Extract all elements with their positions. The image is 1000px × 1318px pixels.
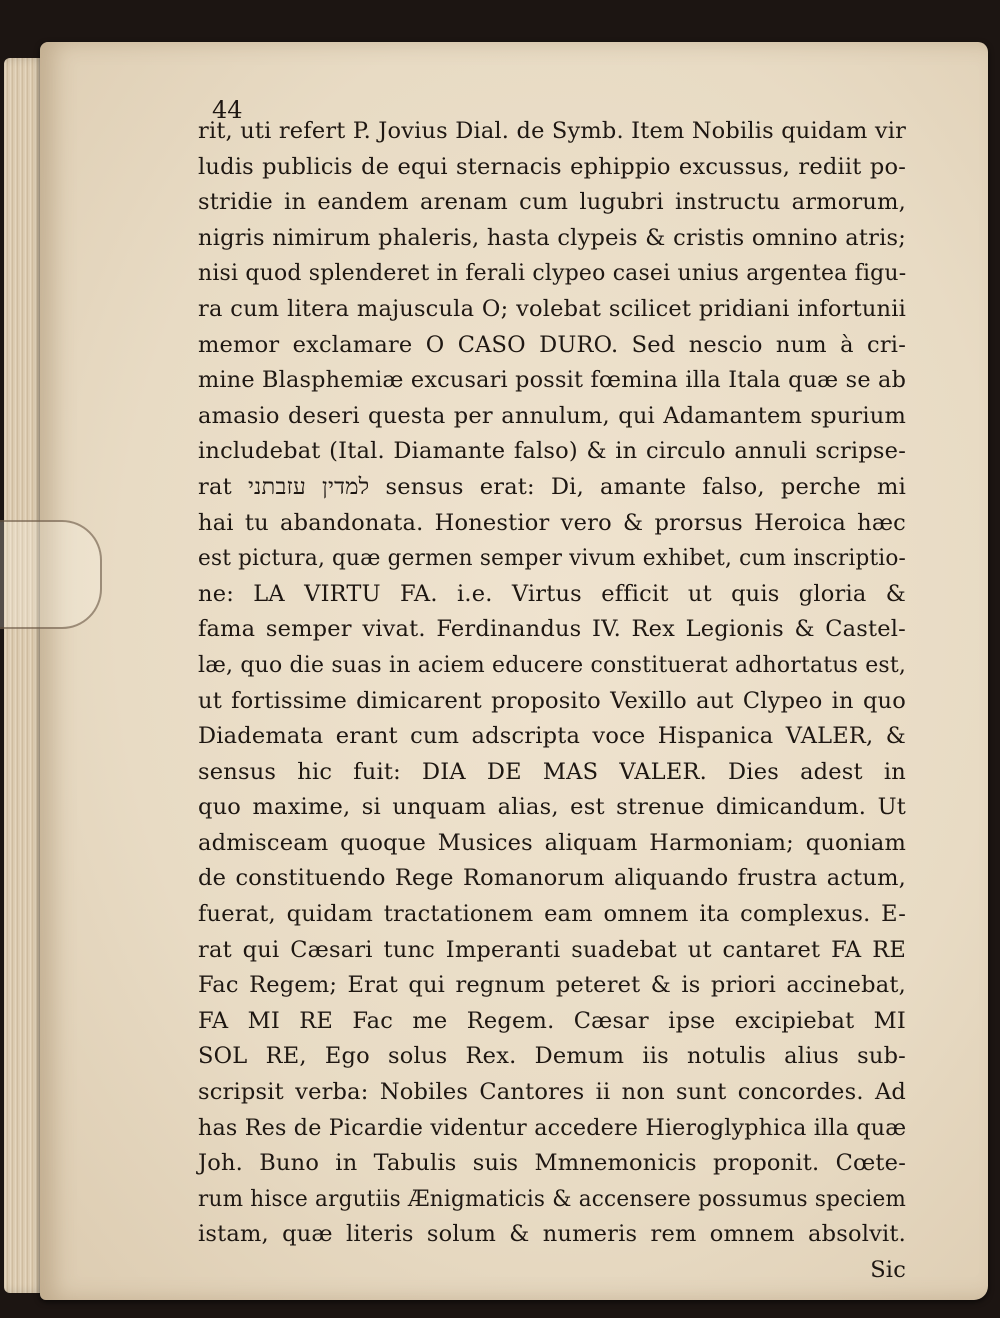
text-line: has Res de Picardie videntur accedere Hieroglyphica illa quæ xyxy=(198,1114,907,1141)
text-line: mine Blasphemiæ excusari possit fœmina illa Itala quæ se ab xyxy=(198,367,907,394)
text-line: nisi quod splenderet in ferali clypeo casei unius argentea figu- xyxy=(198,260,907,287)
text-line: FA MI RE Fac me Regem. Cæsar ipse excipiebat MI xyxy=(198,1007,906,1034)
text-line: amasio deseri questa per annulum, qui Adamantem spurium xyxy=(198,402,906,429)
text-line: stridie in eandem arenam cum lugubri instructu armorum, xyxy=(198,189,906,216)
catchword: Sic xyxy=(870,1257,906,1283)
text-line: Diademata erant cum adscripta voce Hispanica VALER, & xyxy=(198,723,906,750)
text-line: fama semper vivat. Ferdinandus IV. Rex Legionis & Castel- xyxy=(198,616,906,643)
text-line: hai tu abandonata. Honestior vero & prorsus Heroica hæc xyxy=(198,509,906,536)
text-line: ra cum litera majuscula O; volebat scilicet pridiani infortunii xyxy=(198,295,906,322)
text-line: includebat (Ital. Diamante falso) & in circulo annuli scripse- xyxy=(198,438,906,465)
text-line: de constituendo Rege Romanorum aliquando frustra actum, xyxy=(198,865,906,892)
text-line: est pictura, quæ germen semper vivum exhibet, cum inscriptio- xyxy=(198,545,907,572)
text-line: ut fortissime dimicarent proposito Vexillo aut Clypeo in quo xyxy=(198,687,906,714)
text-line: ne: LA VIRTU FA. i.e. Virtus efficit ut quis gloria & xyxy=(198,580,906,607)
page-clip xyxy=(0,520,102,629)
text-line: nigris nimirum phaleris, hasta clypeis & cristis omnino atris; xyxy=(198,224,906,251)
text-line: fuerat, quidam tractationem eam omnem ita complexus. E- xyxy=(198,901,906,928)
text-line: scripsit verba: Nobiles Cantores ii non sunt concordes. Ad xyxy=(198,1079,906,1106)
text-line: admisceam quoque Musices aliquam Harmoniam; quoniam xyxy=(198,829,906,856)
text-line: SOL RE, Ego solus Rex. Demum iis notulis alius sub- xyxy=(198,1043,906,1070)
text-block xyxy=(198,114,906,1289)
text-line: istam, quæ literis solum & numeris rem omnem absolvit. xyxy=(198,1221,906,1248)
text-line: læ, quo die suas in aciem educere constituerat adhortatus est, xyxy=(198,651,907,678)
page-number: 44 xyxy=(212,96,243,124)
text-line: ludis publicis de equi sternacis ephippio excussus, rediit po- xyxy=(198,153,906,180)
text-line: rit, uti refert P. Jovius Dial. de Symb. Item Nobilis quidam vir xyxy=(198,118,907,144)
text-line: quo maxime, si unquam alias, est strenue dimicandum. Ut xyxy=(198,794,906,821)
text-line: rat qui Cæsari tunc Imperanti suadebat ut cantaret FA RE xyxy=(198,936,906,963)
text-line: rat למדין עזבתני sensus erat: Di, amante falso, perche mi xyxy=(198,473,906,500)
text-line: memor exclamare O CASO DURO. Sed nescio num à cri- xyxy=(198,331,906,358)
text-line: sensus hic fuit: DIA DE MAS VALER. Dies adest in xyxy=(198,758,906,785)
text-line: Fac Regem; Erat qui regnum peteret & is priori accinebat, xyxy=(198,972,906,999)
text-line: rum hisce argutiis Ænigmaticis & accensere possumus speciem xyxy=(198,1185,907,1212)
text-line: Joh. Buno in Tabulis suis Mmnemonicis proponit. Cœte- xyxy=(198,1150,906,1177)
